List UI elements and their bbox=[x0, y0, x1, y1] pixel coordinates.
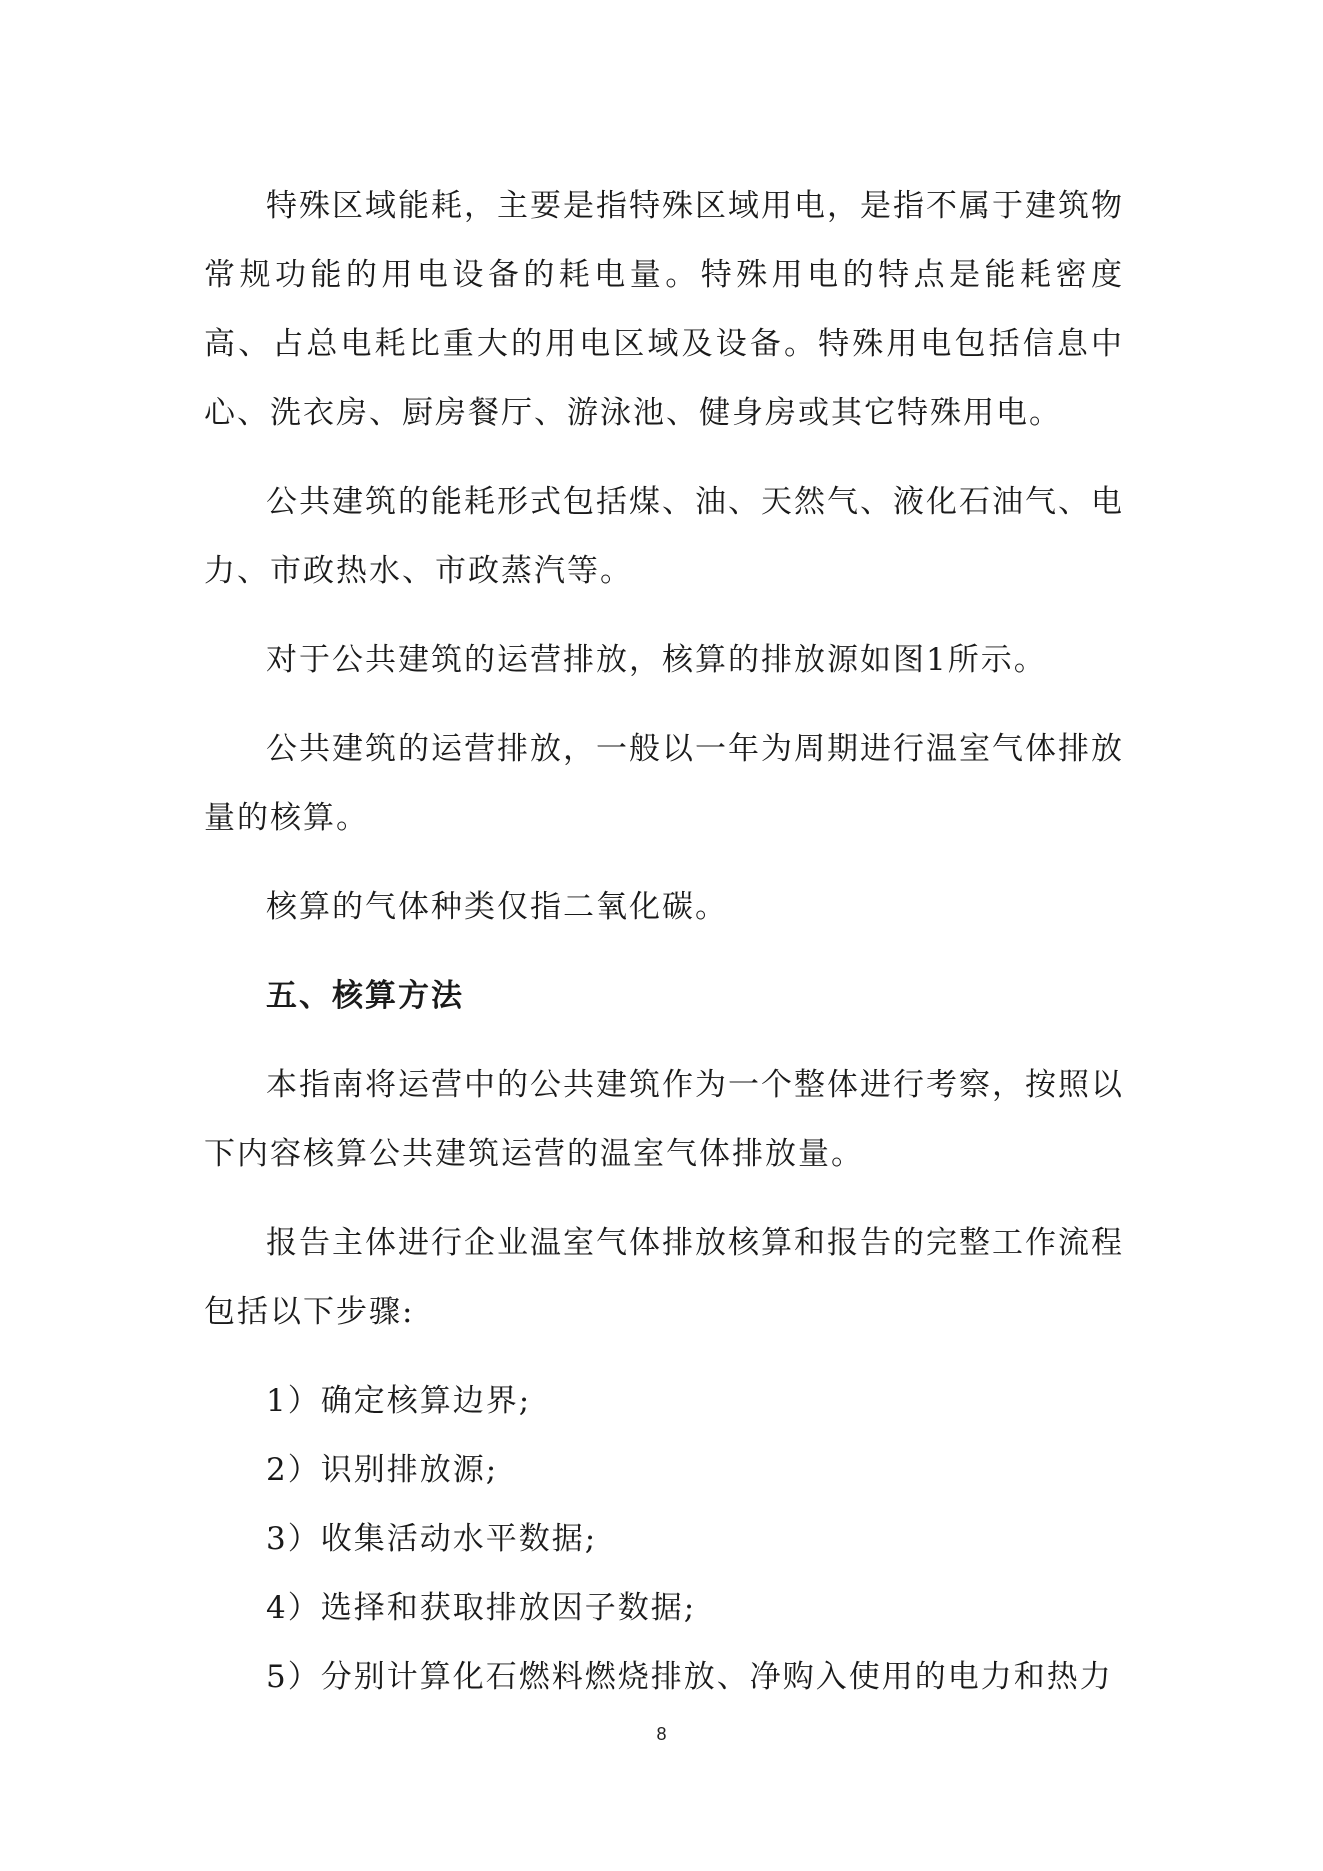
paragraph-accounting-period: 公共建筑的运营排放，一般以一年为周期进行温室气体排放量的核算。 bbox=[204, 731, 1124, 836]
paragraph-workflow-intro: 报告主体进行企业温室气体排放核算和报告的完整工作流程包括以下步骤: bbox=[204, 1225, 1124, 1330]
document-body bbox=[204, 172, 1124, 1712]
step-item: 3）收集活动水平数据; bbox=[266, 1521, 598, 1557]
paragraph-special-area-energy: 特殊区域能耗，主要是指特殊区域用电，是指不属于建筑物常规功能的用电设备的耗电量。特殊用电的特点是能耗密度高、占总电耗比重大的用电区域及设备。特殊用电包括信息中心、洗衣房、厨房餐厅、游泳池、健身房或其它特殊用电。 bbox=[204, 188, 1124, 431]
step-item: 2）识别排放源; bbox=[266, 1452, 499, 1488]
paragraph-emission-sources: 对于公共建筑的运营排放，核算的排放源如图1所示。 bbox=[266, 642, 1047, 678]
section-heading-accounting-method: 五、核算方法 bbox=[266, 978, 464, 1014]
page-number: 8 bbox=[656, 1724, 667, 1744]
paragraph-energy-forms: 公共建筑的能耗形式包括煤、油、天然气、液化石油气、电力、市政热水、市政蒸汽等。 bbox=[204, 484, 1124, 589]
step-item: 1）确定核算边界; bbox=[266, 1383, 532, 1419]
step-item: 5）分别计算化石燃料燃烧排放、净购入使用的电力和热力 bbox=[266, 1659, 1113, 1695]
paragraph-gas-type: 核算的气体种类仅指二氧化碳。 bbox=[266, 889, 728, 925]
step-item: 4）选择和获取排放因子数据; bbox=[266, 1590, 697, 1626]
paragraph-guide-scope: 本指南将运营中的公共建筑作为一个整体进行考察，按照以下内容核算公共建筑运营的温室气体排放量。 bbox=[204, 1067, 1124, 1172]
